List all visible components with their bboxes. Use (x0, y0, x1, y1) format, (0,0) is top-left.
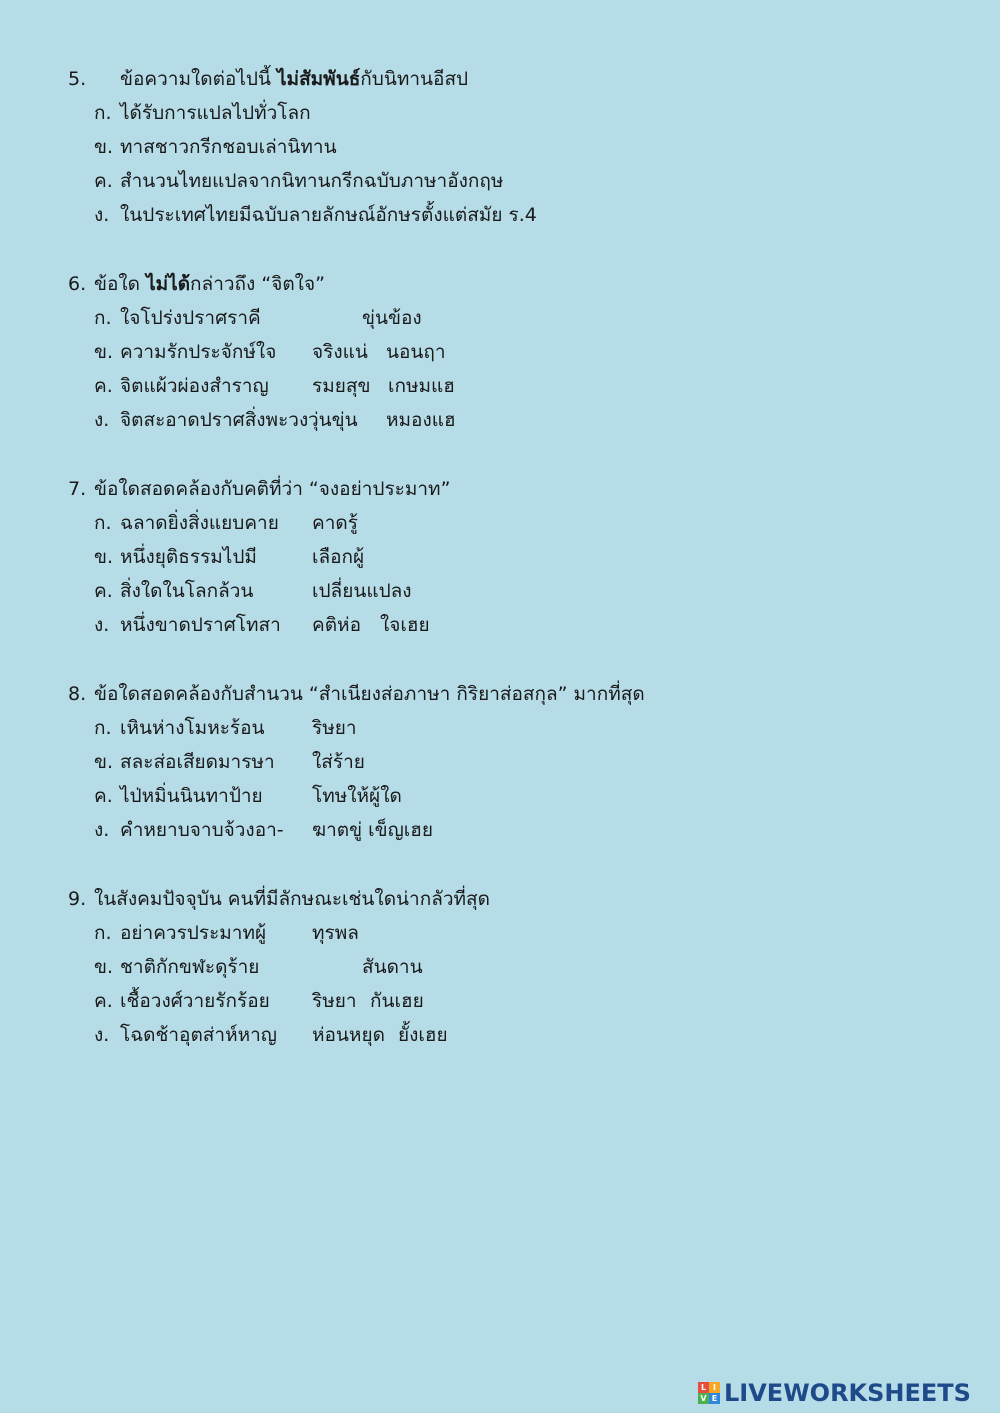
option-text-2: วุ่นขุ่น (308, 409, 358, 431)
option-text-2: ห่อนหยุด (312, 1024, 385, 1046)
option-row (68, 198, 948, 232)
option-text: ความรักประจักษ์ใจ (120, 341, 277, 363)
option-text-2: คาดรู้ (312, 512, 358, 534)
option-text-3: เกษมแฮ (388, 375, 455, 397)
logo-mark-letter: L (698, 1382, 709, 1393)
option-text-3: หมองแฮ (386, 409, 456, 431)
option-text-2: ฆาตขู่ เข็ญเฮย (312, 819, 434, 841)
option-letter: ง. (94, 614, 110, 636)
logo-text: LIVEWORKSHEETS (724, 1379, 971, 1407)
question-prompt (68, 267, 948, 301)
option-row (68, 96, 948, 130)
option-text: หนึ่งยุติธรรมไปมี (120, 546, 257, 568)
option-letter: ง. (94, 1024, 110, 1046)
option-text-2: เลือกผู้ (312, 546, 365, 568)
option-row (68, 130, 948, 164)
question-number: 9. (68, 888, 87, 910)
prompt-text: กับนิทานอีสป (360, 68, 469, 90)
option-letter: ข. (94, 956, 114, 978)
option-row (68, 711, 948, 745)
option-letter: ก. (94, 922, 112, 944)
prompt-text: ข้อใดสอดคล้องกับคติที่ว่า “จงอย่าประมาท” (94, 478, 451, 500)
option-text: ไป่หมิ่นนินทาป้าย (120, 785, 263, 807)
option-text-2: สันดาน (362, 956, 423, 978)
logo-mark-icon (698, 1382, 720, 1404)
option-letter: ค. (94, 170, 113, 192)
option-letter: ก. (94, 307, 112, 329)
prompt-text: ข้อใดสอดคล้องกับสำนวน “สำเนียงส่อภาษา กิริยาส่อสกุล” มากที่สุด (94, 683, 645, 705)
option-text-3: ใจเฮย (380, 614, 430, 636)
option-text: จิตสะอาดปราศสิ่งพะวง (120, 409, 309, 431)
question-7 (68, 472, 948, 642)
option-text: ได้รับการแปลไปทั่วโลก (120, 102, 311, 124)
option-row (68, 916, 948, 950)
option-text: คำหยาบจาบจ้วงอา- (120, 819, 284, 841)
question-prompt (62, 62, 942, 96)
option-text-2: ใส่ร้าย (312, 751, 365, 773)
question-5 (68, 62, 948, 232)
option-row (68, 335, 948, 369)
question-number: 5. (68, 68, 87, 90)
question-prompt (68, 882, 948, 916)
option-text: ฉลาดยิ่งสิ่งแยบคาย (120, 512, 279, 534)
question-number: 8. (68, 683, 87, 705)
option-text-2: เปลี่ยนแปลง (312, 580, 412, 602)
logo-mark-letter: I (709, 1382, 720, 1393)
question-number: 6. (68, 273, 87, 295)
option-row (68, 506, 948, 540)
question-8 (68, 677, 948, 847)
option-letter: ง. (94, 204, 110, 226)
option-text-2: รมยสุข (312, 375, 371, 397)
option-row (68, 540, 948, 574)
option-text-2: ทุรพล (312, 922, 359, 944)
option-letter: ก. (94, 512, 112, 534)
option-letter: ข. (94, 546, 114, 568)
option-row (68, 813, 948, 847)
option-letter: ค. (94, 375, 113, 397)
option-text-2: โทษให้ผู้ใด (312, 785, 402, 807)
option-text: หนึ่งขาดปราศโทสา (120, 614, 281, 636)
option-letter: ค. (94, 580, 113, 602)
option-row (68, 950, 948, 984)
option-row (68, 779, 948, 813)
option-text: จิตแผ้วผ่องสำราญ (120, 375, 269, 397)
option-text: ในประเทศไทยมีฉบับลายลักษณ์อักษรตั้งแต่สมัย ร.4 (120, 204, 537, 226)
option-letter: ก. (94, 717, 112, 739)
option-text-2: ริษยา (312, 717, 357, 739)
option-row (68, 164, 948, 198)
option-text: ชาติกักขฬะดุร้าย (120, 956, 260, 978)
question-prompt (68, 677, 948, 711)
option-text-2: คติห่อ (312, 614, 361, 636)
prompt-text: ข้อใด (94, 273, 147, 295)
option-letter: ค. (94, 785, 113, 807)
option-text-3: กันเฮย (370, 990, 424, 1012)
option-text-2: ขุ่นข้อง (362, 307, 422, 329)
question-9 (68, 882, 948, 1052)
option-text-2: ริษยา (312, 990, 357, 1012)
option-letter: ง. (94, 409, 110, 431)
option-text: สิ่งใดในโลกล้วน (120, 580, 254, 602)
option-text: อย่าควรประมาทผู้ (120, 922, 267, 944)
logo-mark-letter: E (709, 1393, 720, 1404)
option-letter: ก. (94, 102, 112, 124)
option-text: โฉดช้าอุตส่าห์หาญ (120, 1024, 277, 1046)
prompt-text: ในสังคมปัจจุบัน คนที่มีลักษณะเช่นใดน่ากลัวที่สุด (94, 888, 490, 910)
prompt-text: ข้อความใดต่อไปนี้ (120, 68, 277, 90)
option-row (68, 984, 948, 1018)
option-row (68, 574, 948, 608)
option-row (68, 1018, 948, 1052)
option-text: ทาสชาวกรีกชอบเล่านิทาน (120, 136, 337, 158)
prompt-bold: ไม่สัมพันธ์ (276, 68, 361, 90)
question-number: 7. (68, 478, 87, 500)
option-letter: ข. (94, 136, 114, 158)
option-row (68, 369, 948, 403)
option-row (68, 301, 948, 335)
option-letter: ง. (94, 819, 110, 841)
logo-mark-letter: V (698, 1393, 709, 1404)
option-text: สำนวนไทยแปลจากนิทานกรีกฉบับภาษาอังกฤษ (120, 170, 504, 192)
option-text: สละส่อเสียดมารษา (120, 751, 275, 773)
option-text: เชื้อวงศ์วายรักร้อย (120, 990, 270, 1012)
option-text-3: นอนฤา (386, 341, 446, 363)
option-row (68, 608, 948, 642)
option-letter: ค. (94, 990, 113, 1012)
option-letter: ข. (94, 751, 114, 773)
option-letter: ข. (94, 341, 114, 363)
prompt-bold: ไม่ได้ (146, 273, 191, 295)
question-6 (68, 267, 948, 437)
option-text: ใจโปร่งปราศราคี (120, 307, 261, 329)
question-prompt (68, 472, 948, 506)
option-text-3: ยั้งเฮย (398, 1024, 448, 1046)
option-row (68, 745, 948, 779)
liveworksheets-logo[interactable] (698, 1378, 971, 1408)
option-row (68, 403, 948, 437)
option-text: เหินห่างโมหะร้อน (120, 717, 265, 739)
prompt-text: กล่าวถึง “จิตใจ” (190, 273, 325, 295)
option-text-2: จริงแน่ (312, 341, 368, 363)
